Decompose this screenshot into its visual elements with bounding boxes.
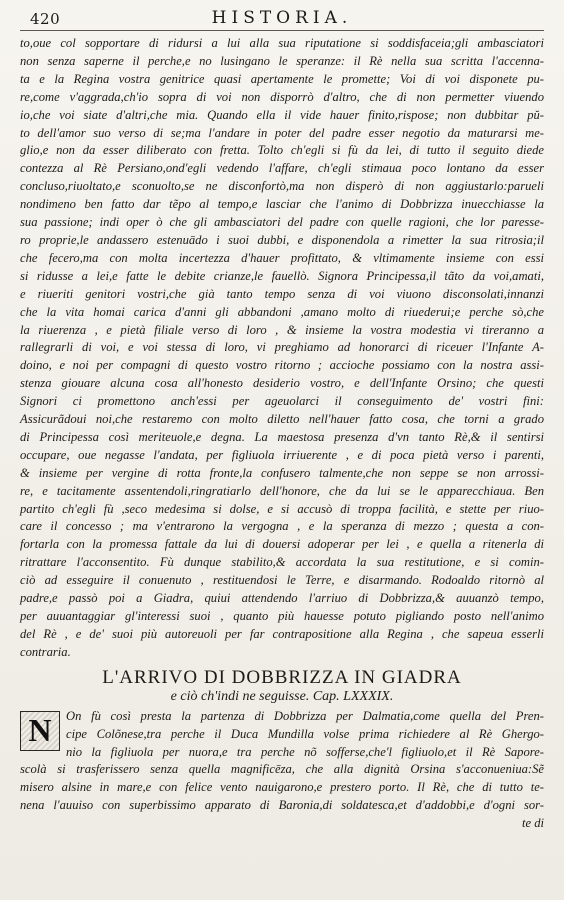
text-line: sua passione; indi oper ò che gli ambasciatori del padre con quelle ragioni, che lor paresse- xyxy=(20,215,544,230)
chapter-subtitle: e ciò ch'indi ne seguisse. Cap. LXXXIX. xyxy=(170,688,394,704)
text-line: padre,e passò poi a Giadra, quiui attendendo l'arriuo di Dobbrizza,& auuanzò tempo, xyxy=(20,591,544,606)
text-line: che la vita homai carica d'anni gli abbandoni ,amano molto di riuederui;e perche sò,che xyxy=(20,304,544,319)
text-line: On fù così presta la partenza di Dobbrizza per Dalmatia,come quella del Pren- xyxy=(66,708,544,723)
text-line: Signori ci promettono anch'essi per ageuolarci il conseguimento de' vostri fini: xyxy=(20,394,544,409)
text-line: scolà si trasferissero senza quella magnificēza, che alla dignità Orsina s'acconueniua:Sẽ xyxy=(20,762,544,777)
text-line: te di xyxy=(521,816,544,831)
text-line: to,oue col sopportare di ridursi a lui alla sua riputatione si soddisfaceia;gli ambasciatori xyxy=(20,36,544,50)
text-line: contezza al Rè Persiano,ond'egli vedendo l'affare, ch'egli stimaua poco lontano da esser xyxy=(20,161,544,176)
text-line: to dell'amor suo verso di se;ma l'andare in poter del padre esser negotio da maturarsi me- xyxy=(20,125,544,140)
text-line: misero alsine in mare,e con felice vento nauigarono,e prestero porto. Il Rè, che di tutto te- xyxy=(20,780,544,795)
running-title: HISTORIA. xyxy=(211,8,353,28)
text-line: nena l'auuiso con superbissimo apparato di Baronia,di soldatesca,et d'addobbi,e d'ogni sor- xyxy=(20,798,544,813)
text-line: glio,e non da esser diliberato con fretta. Tolto ch'egli si fù da lei, di tutto il seguito diede xyxy=(20,143,544,158)
text-line: ro proprie,le andassero estenuādo i suoi dubbi, e disponendola a rimetter la sua ritrosia;il xyxy=(20,232,544,247)
text-line: care il concesso ; ma v'entrarono la vergogna , e la speranza di mezzo ; questa a con- xyxy=(20,519,544,534)
body-text xyxy=(20,35,544,662)
drop-cap: N xyxy=(20,711,60,751)
text-line: del Rè , e de' suoi più autoreuoli per far contrapositione alla Regina , che sapeua esserli xyxy=(20,626,544,641)
text-line: e riueriti genitori vostri,che già tanto tempo senza di voi viuono disconsolati,innanzi xyxy=(20,286,544,301)
text-line: non senza saperne il perche,e no lusingano le speranze: il Rè nella sua scritta l'accenna- xyxy=(20,53,544,68)
text-line: si ridusse a lei,e fatte le debite crianze,le fauellò. Signora Principessa,il tãto da voi,amati, xyxy=(20,268,544,283)
text-line: occupare, oue negasse l'andata, per figliuola irriuerente , e di poca pietà verso i parenti, xyxy=(20,447,544,462)
text-line: per auuantaggiar gl'interessi suoi , quanto più hauesse potuto pigliando posto nell'animo xyxy=(20,609,544,623)
text-line: fortarla con la promessa fattale da lui di douersi adoperar per lei , e quella a ritenerla di xyxy=(20,537,544,552)
text-line: & insieme per vergine di rotta fronte,la confusero talmente,che non seppe se non arrossi- xyxy=(20,465,544,480)
text-line: concluso,riuoltato,e sconuolto,se ne disconfortò,ma non disperò di non aggiustarlo:parueli xyxy=(20,179,544,194)
text-line: re,come v'aggrada,ch'io sopra di voi non disporrò d'altro, che di non permetter viuendo xyxy=(20,89,544,104)
text-line: ritrattare l'acconsentito. Fù dunque stabilito,& accordata la sua restitutione, e si comin- xyxy=(20,555,544,570)
text-line: ciò ad esseguire il conuenuto , restituendosi le Terre, e disarmando. Rodoaldo ritornò al xyxy=(20,573,544,588)
chapter-opening xyxy=(20,708,544,833)
text-line: cipe Colõnese,tra perche il Duca Mundilla volse prima richiedere al Rè Ghergo- xyxy=(66,726,544,741)
text-line: ta e la Regina vostra genitrice quasi apertamente le promette; Voi di voi disponete pu- xyxy=(20,71,544,86)
text-line: doino, e noi per compagni di questo vostro ritorno ; accioche possiamo con la nostra assi- xyxy=(20,358,544,373)
text-line: nio la figliuola per nuora,e tra perche nõ sofferse,che'l figliuolo,et il Rè Sapore- xyxy=(66,744,544,759)
running-head xyxy=(20,8,544,31)
text-line: rallegrarli di voi, e voi stessa di loro, vi preghiamo ad honorarci di riceuer l'Infante A- xyxy=(20,340,544,355)
text-line: nondimeno ben fatto dar tẽpo al tempo,e lasciar che l'animo di Dobbrizza inuecchiasse la xyxy=(20,197,544,212)
text-line: re, e tacitamente assentendoli,ringratiarlo dell'honore, che da lui se le apparecchiaua. Ben xyxy=(20,483,544,498)
text-line: io,che voi siate d'altri,che mia. Quando ella il vide hauer finito,rispose; non dubbitar pŭ- xyxy=(20,107,544,122)
text-line: partito ch'egli fù ,seco medesima si dolse, e si accusò di troppa facilità, e stette per riuo- xyxy=(20,501,544,516)
text-line: la riuerenza , e pietà filiale verso di loro , & insieme la vostra modestia vi tireranno a xyxy=(20,322,544,337)
chapter-title: L'ARRIVO DI DOBBRIZZA IN GIADRA xyxy=(102,666,462,688)
text-line: Assicurãdoui noi,che restaremo con molto diletto nell'hauer fatto cosa, che torni a grado xyxy=(20,412,544,427)
page-number: 420 xyxy=(30,10,61,28)
text-line: che fecero,ma con molta incertezza d'hauer profittato, & vltimamente insieme con essi xyxy=(20,250,544,265)
text-line: di Principessa così meriteuole,e degna. La maestosa presenza d'vn tanto Rè,& il sentirsi xyxy=(20,429,544,444)
text-line: stenza giouare alcuna cosa all'honesto desiderio vostro, e dell'Infante Orsino; che questi xyxy=(20,376,544,391)
text-line: contraria. xyxy=(20,644,71,659)
